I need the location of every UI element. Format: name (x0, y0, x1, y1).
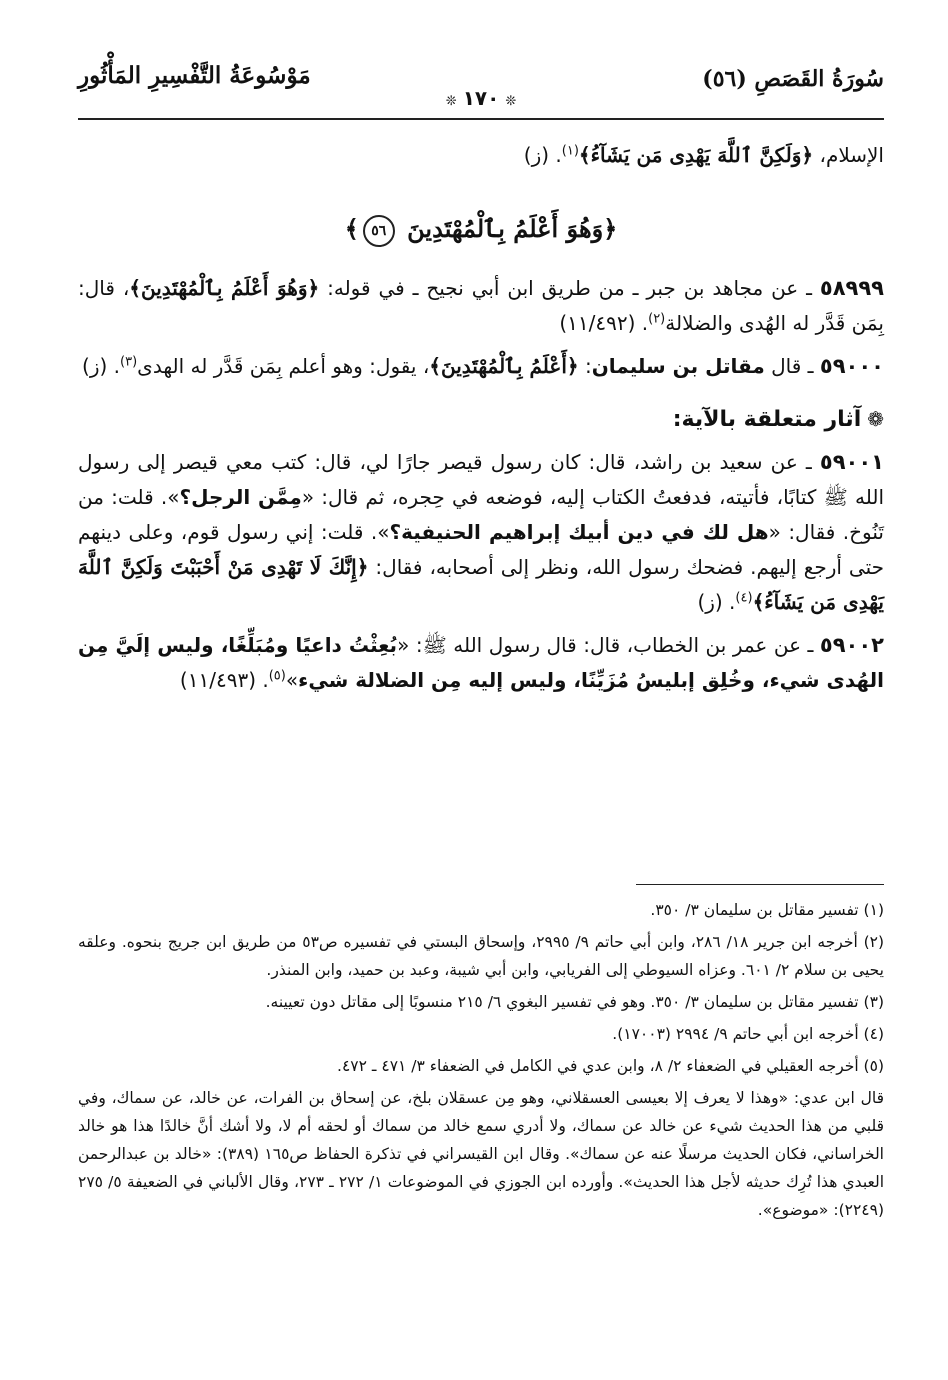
entry-number: ٥٩٠٠١ (819, 449, 884, 474)
footnote-4: (٤) أخرجه ابن أبي حاتم ٩/ ٢٩٩٤ (١٧٠٠٣). (612, 1025, 884, 1043)
footnote-ref: (٥) (268, 667, 286, 683)
entry-text: ». قلت: إني رسول قوم، وعلى دينهم حتى أرجع إليهم. فضحك رسول الله، ونظر إلى أصحابه، فقال: (78, 519, 884, 579)
footnote-1: (١) تفسير مقاتل بن سليمان ٣/ ٣٥٠. (650, 901, 884, 919)
book-page (78, 0, 884, 1380)
entry-number: ٥٩٠٠٢ (819, 632, 884, 657)
footnote-ref: (٣) (120, 353, 138, 369)
section-heading (78, 402, 884, 437)
entry-text: : (578, 353, 592, 378)
hadith-quote: هل لك في دين أبيك إبراهيم الحنيفية؟ (389, 519, 769, 544)
entry-59001 (78, 445, 884, 620)
footnote-rule (636, 884, 884, 885)
entry-ref: . (ز) (697, 589, 736, 614)
entry-text: » (285, 667, 299, 692)
footnote-ref: (٤) (735, 589, 753, 605)
narrator-name: مقاتل بن سليمان (591, 353, 765, 378)
entry-number: ٥٩٠٠٠ (819, 353, 884, 378)
quran-quote: ﴿إِنَّكَ لَا تَهْدِى مَنْ أَحْبَبْتَ وَلَكِنَّ ٱللَّهَ يَهْدِى مَن يَشَآءُ﴾ (78, 554, 884, 614)
footnote-2: (٢) أخرجه ابن جرير ١٨/ ٢٨٦، وابن أبي حاتم ٩/ ٢٩٩٥، وإسحاق البستي في تفسيره ص٥٣ من طريق ابن جريج بنحوه. وعلقه يحيى بن سلام ٢/ ٦٠١. وعزاه السيوطي إلى الفريابي، وابن أبي شيبة، وعبد بن حميد، وابن المنذر. (78, 933, 885, 979)
intro-text: الإسلام، (813, 143, 884, 167)
entry-text: ـ عن سعيد بن راشد، قال: كان رسول قيصر جارًا لي، قال: كتب معي قيصر إلى رسول الله ﷺ كتابًا، فأتيته، فدفعتُ الكتاب إليه، فوضعه في حِجره، ثم قال: « (78, 449, 884, 509)
entry-ref: . (ز) (82, 353, 121, 378)
footnote-5-detail: قال ابن عدي: «وهذا لا يعرف إلا بعيسى العسقلاني، وهو مِن عسقلان بلخ، عن إسحاق بن الفرات، عن خالد، عن سماك، وفي قلبي من هذا الحديث شيء عن خالد عن سماك، ولا أدري سمع خالد من سماك أو لحقه أم لا، ولا أشك أنَّ خالدًا هذا هو خالد الخراساني، فكان الحديث مرسلًا عنه عن سماك». وقال ابن القيسراني في تذكرة الحفاظ ص١٦٥ (٣٨٩): «خالد بن عبدالرحمن العبدي هذا تُرِك حديثه لأجل هذا الحديث». وأورده ابن الجوزي في الموضوعات ١/ ٢٧٢ ـ ٢٧٣، وقال الألباني في الضعيفة ٥/ ٢٧٥ (٢٢٤٩): «موضوع». (78, 1089, 884, 1219)
quran-quote: ﴿أَعْلَمُ بِٱلْمُهْتَدِينَ﴾ (429, 353, 579, 378)
footnote-ref: (١) (561, 143, 579, 159)
hadith-quote: بُعِثْتُ داعيًا ومُبَلِّغًا، وليس إلَيَّ مِن الهُدى شيء، وخُلِق إبليسُ مُزَيِّنًا، وليس إليه مِن الضلالة شيء (78, 632, 884, 692)
header-rule (78, 118, 884, 120)
hadith-quote: مِمَّن الرجل؟ (179, 484, 302, 509)
running-header (78, 58, 884, 110)
entry-ref: . (١١/٤٩٢) (559, 310, 649, 335)
book-title: مَوْسُوعَةُ التَّفْسِيرِ المَأْثُورِ (78, 62, 311, 89)
entry-text: ». قلت: من تَنُوخ. فقال: « (78, 484, 884, 544)
surah-title: سُورَةُ القَصَصِ (٥٦) (702, 66, 884, 92)
footnote-3: (٣) تفسير مقاتل بن سليمان ٣/ ٣٥٠. وهو في تفسير البغوي ٦/ ٢١٥ منسوبًا إلى مقاتل دون تعيينه. (265, 993, 884, 1011)
quran-quote: ﴿وَهُوَ أَعْلَمُ بِٱلْمُهْتَدِينَ﴾ (129, 275, 320, 300)
intro-end: . (ز) (523, 143, 562, 167)
footnotes (78, 896, 884, 1228)
entry-58999 (78, 271, 884, 341)
ornament-icon: ❊ (445, 94, 457, 109)
verse-close: ﴾ (344, 214, 359, 243)
verse-number-badge: ٥٦ (363, 215, 395, 247)
entry-text: ، يقول: وهو أعلم بِمَن قَدَّر له الهدى (137, 353, 430, 378)
section-title: آثار متعلقة بالآية: (672, 406, 862, 432)
entry-number: ٥٨٩٩٩ (819, 275, 884, 300)
footnote-5: (٥) أخرجه العقيلي في الضعفاء ٢/ ٨، وابن عدي في الكامل في الضعفاء ٣/ ٤٧١ ـ ٤٧٢. (337, 1057, 884, 1075)
entry-text: ـ عن عمر بن الخطاب، قال: قال رسول الله ﷺ: « (397, 632, 820, 657)
entry-59002 (78, 628, 884, 698)
page-number-text: ١٧٠ (462, 86, 500, 110)
quran-quote: ﴿وَلَكِنَّ ٱللَّهَ يَهْدِى مَن يَشَآءُ﴾ (578, 143, 814, 167)
entry-text: ، قال: بِمَن قَدَّر له الهُدى والضلالة (78, 275, 884, 335)
ornament-icon: ❊ (505, 94, 517, 109)
verse-heading (78, 211, 884, 247)
verse-text: ﴿وَهُوَ أَعْلَمُ بِٱلْمُهْتَدِينَ (407, 214, 618, 243)
main-text (78, 138, 884, 706)
entry-text: ـ قال (764, 353, 820, 378)
intro-paragraph (78, 138, 884, 173)
footnote-ref: (٢) (648, 310, 666, 326)
flower-icon: ❁ (867, 406, 884, 431)
entry-text: ـ عن مجاهد بن جبر ـ من طريق ابن أبي نجيح ـ في قوله: (319, 275, 820, 300)
entry-59000 (78, 349, 884, 384)
page-number (428, 86, 534, 110)
entry-ref: . (١١/٤٩٣) (179, 667, 269, 692)
